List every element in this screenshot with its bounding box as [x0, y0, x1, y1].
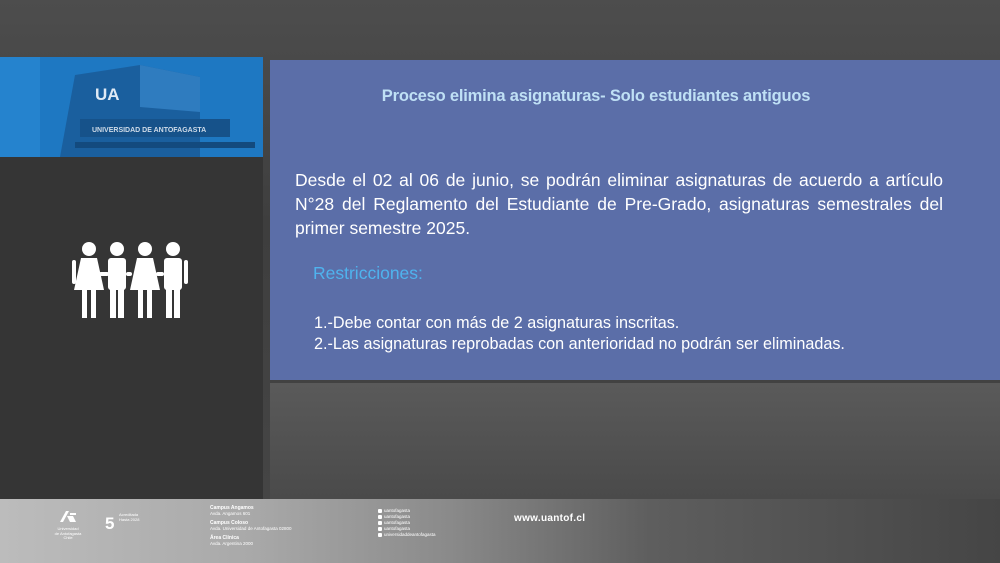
footer-website-link[interactable]: www.uantof.cl	[514, 513, 586, 524]
footer-campuses	[210, 505, 291, 546]
social-icon	[378, 521, 382, 525]
social-handle: uantofagasta	[384, 514, 411, 519]
announcement-paragraph: Desde el 02 al 06 de junio, se podrán eliminar asignaturas de acuerdo a artículo N°28 del Reglamento del Estudiante de Pre-Grado, asignaturas semestrales del primer semestre 2025.	[295, 170, 943, 238]
accreditation-line: Acreditada	[119, 512, 139, 517]
slide-title: Proceso elimina asignaturas- Solo estudiantes antiguos	[381, 87, 811, 105]
social-icon	[378, 533, 382, 537]
restriction-item: 1.-Debe contar con más de 2 asignaturas inscritas.	[314, 314, 680, 332]
accreditation-text	[119, 513, 159, 522]
campus-detail: Avda. Argentina 2000	[210, 541, 253, 546]
social-icon	[378, 509, 382, 513]
university-logo-icon	[44, 510, 92, 522]
campus-name: Campus Angamos	[210, 505, 254, 511]
building-sign: UNIVERSIDAD DE ANTOFAGASTA	[92, 127, 207, 134]
people-group-icon	[72, 238, 190, 320]
campus-detail: Avda. Angamos 601	[210, 511, 251, 516]
content-panel	[270, 60, 1000, 380]
footer-university-logo	[44, 509, 92, 541]
ua-logo-text: UA	[95, 85, 120, 104]
accreditation-number: 5	[105, 514, 115, 533]
lower-panel	[270, 383, 1000, 499]
restrictions-list	[314, 313, 845, 355]
social-link[interactable]	[378, 532, 436, 538]
footer-logo-line: Universidad	[57, 526, 79, 531]
social-icon	[378, 527, 382, 531]
social-icon	[378, 515, 382, 519]
footer-logo-line: de Antofagasta	[54, 530, 82, 536]
header-photo	[0, 57, 263, 157]
campus-name: Campus Coloso	[210, 520, 249, 526]
footer-social-links	[378, 508, 436, 538]
footer-logo-line: Chile	[63, 535, 73, 540]
social-handle: uantofagasta	[384, 526, 411, 531]
campus-detail: Avda. Universidad de Antofagasta 02800	[210, 526, 292, 531]
social-handle: uantofagasta	[384, 520, 411, 525]
footer	[0, 499, 1000, 563]
building-photo-graphic	[0, 57, 263, 157]
accreditation-line: Hasta 2028	[119, 516, 140, 522]
left-panel	[0, 157, 263, 499]
restrictions-heading: Restricciones:	[313, 263, 423, 283]
restriction-item: 2.-Las asignaturas reprobadas con anterioridad no podrán ser eliminadas.	[314, 335, 845, 353]
social-handle: uantofagasta	[384, 508, 411, 513]
campus-name: Área Clínica	[210, 535, 239, 541]
social-handle: universidaddeantofagasta	[384, 532, 436, 537]
